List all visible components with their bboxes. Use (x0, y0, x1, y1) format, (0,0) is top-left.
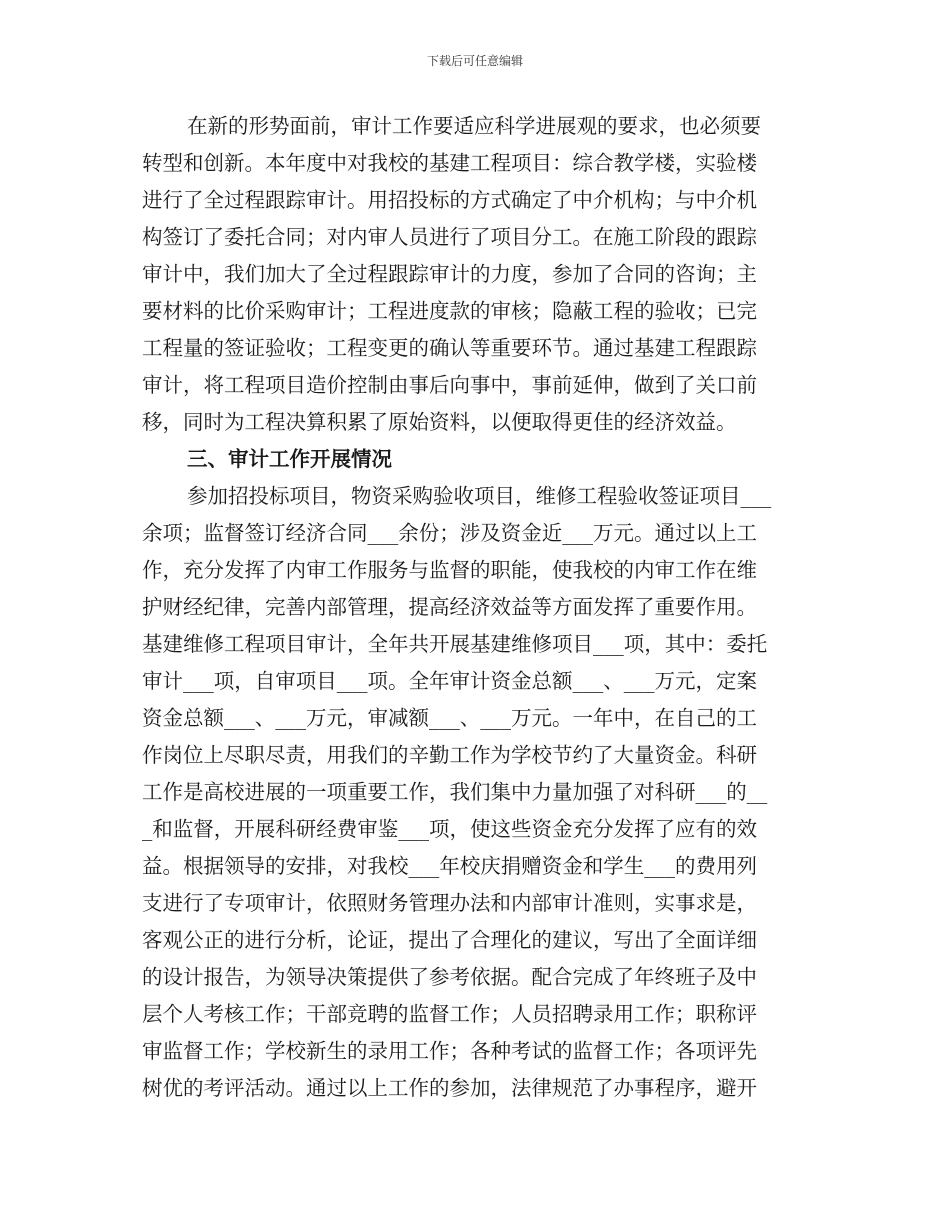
paragraph-line: 作岗位上尽职尽责，用我们的辛勤工作为学校节约了大量资金。科研 (142, 743, 757, 767)
paragraph-line: 的设计报告，为领导决策提供了参考依据。配合完成了年终班子及中 (142, 965, 757, 989)
paragraph-line: 转型和创新。本年度中对我校的基建工程项目：综合教学楼，实验楼 (142, 151, 757, 175)
paragraph-line: 进行了全过程跟踪审计。用招投标的方式确定了中介机构；与中介机 (142, 188, 757, 212)
paragraph-line: 支进行了专项审计，依照财务管理办法和内部审计准则，实事求是， (142, 891, 757, 915)
paragraph-line: 工作是高校进展的一项重要工作，我们集中力量加强了对科研___的__ (142, 780, 768, 804)
paragraph-line: 益。根据领导的安排，对我校___年校庆捐赠资金和学生___的费用列 (142, 854, 757, 878)
paragraph-line: 层个人考核工作；干部竞聘的监督工作；人员招聘录用工作；职称评 (142, 1002, 757, 1026)
paragraph-line: 构签订了委托合同；对内审人员进行了项目分工。在施工阶段的跟踪 (142, 225, 757, 249)
paragraph-line: _和监督，开展科研经费审鉴___项，使这些资金充分发挥了应有的效 (142, 817, 757, 841)
paragraph-line: 护财经纪律，完善内部管理，提高经济效益等方面发挥了重要作用。 (142, 595, 757, 619)
paragraph-line: 客观公正的进行分析，论证，提出了合理化的建议，写出了全面详细 (142, 928, 757, 952)
paragraph-line: 工程量的签证验收；工程变更的确认等重要环节。通过基建工程跟踪 (142, 336, 757, 360)
section-heading: 三、审计工作开展情况 (187, 447, 392, 471)
paragraph-line: 参加招投标项目，物资采购验收项目，维修工程验收签证项目___ (187, 484, 772, 508)
paragraph-line: 移，同时为工程决算积累了原始资料，以便取得更佳的经济效益。 (142, 410, 737, 434)
paragraph-line: 审计中，我们加大了全过程跟踪审计的力度，参加了合同的咨询；主 (142, 262, 757, 286)
paragraph-line: 要材料的比价采购审计；工程进度款的审核；隐蔽工程的验收；已完 (142, 299, 757, 323)
paragraph-line: 审计，将工程项目造价控制由事后向事中，事前延伸，做到了关口前 (142, 373, 757, 397)
paragraph-line: 作，充分发挥了内审工作服务与监督的职能，使我校的内审工作在维 (142, 558, 757, 582)
paragraph-line: 在新的形势面前，审计工作要适应科学进展观的要求，也必须要 (187, 114, 761, 138)
page-header: 下载后可任意编辑 (426, 54, 523, 68)
paragraph-line: 资金总额___、___万元，审减额___、___万元。一年中，在自己的工 (142, 706, 757, 730)
paragraph-line: 树优的考评活动。通过以上工作的参加，法律规范了办事程序，避开 (142, 1076, 757, 1100)
paragraph-line: 余项；监督签订经济合同___余份；涉及资金近___万元。通过以上工 (142, 521, 757, 545)
paragraph-line: 审计___项，自审项目___项。全年审计资金总额___、___万元，定案 (142, 669, 757, 693)
paragraph-line: 基建维修工程项目审计，全年共开展基建维修项目___项，其中：委托 (142, 632, 768, 656)
paragraph-line: 审监督工作；学校新生的录用工作；各种考试的监督工作；各项评先 (142, 1039, 757, 1063)
